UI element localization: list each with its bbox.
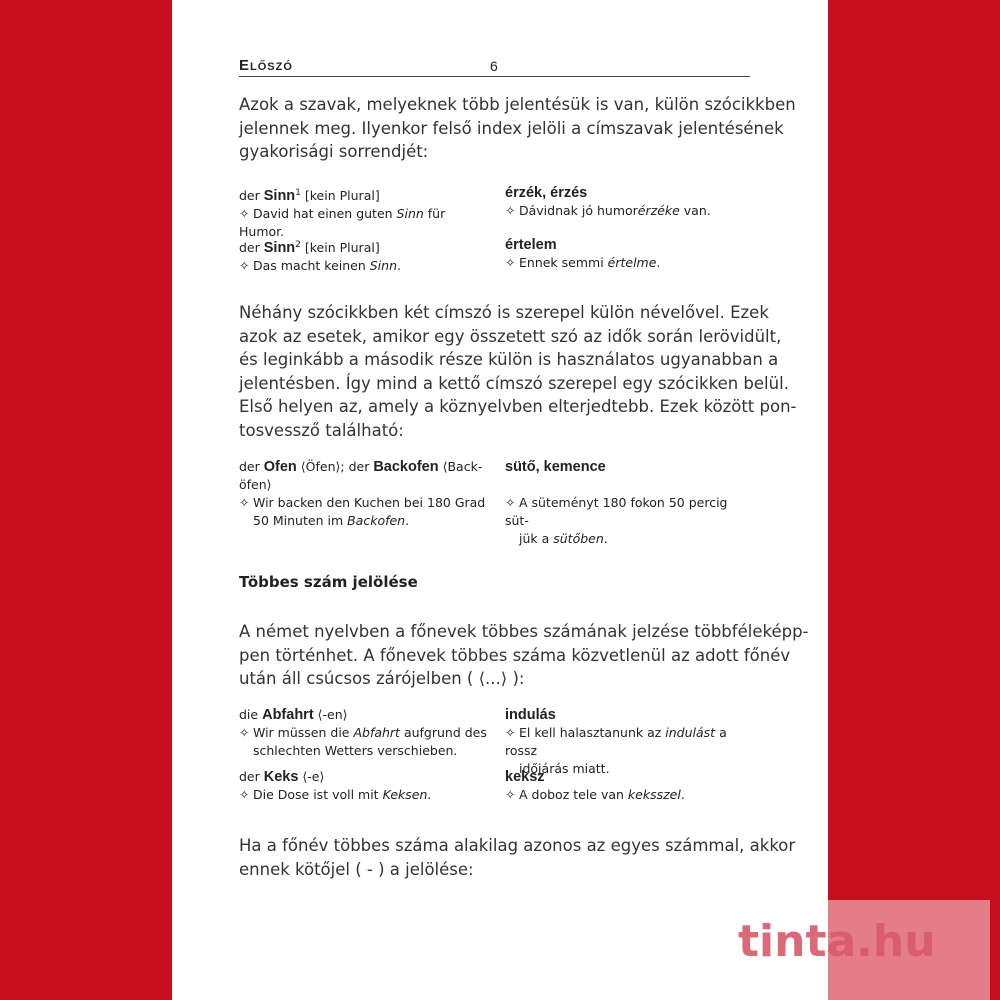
- translation-headword: értelem: [505, 237, 557, 253]
- example-text: Dávidnak jó humor: [519, 203, 638, 218]
- example-marker-icon: ✧: [505, 787, 516, 802]
- text-line: után áll csúcsos zárójelben ( ⟨...⟩ ):: [239, 669, 525, 688]
- section-heading: Többes szám jelölése: [239, 573, 418, 591]
- example-marker-icon: ✧: [239, 725, 250, 740]
- plural-form: ⟨-e⟩: [302, 769, 325, 784]
- example-marker-icon: ✧: [239, 495, 250, 510]
- book-page: [172, 0, 828, 1000]
- page-header: [239, 56, 750, 77]
- sense-index: 2: [295, 240, 301, 250]
- dict-entry-sinn2-hu: [505, 236, 755, 272]
- example-text: Wir backen den Kuchen bei 180 Grad: [253, 495, 486, 510]
- example: [239, 786, 494, 804]
- headword: Abfahrt: [262, 707, 314, 723]
- article: der: [239, 188, 260, 204]
- compound-paragraph: [239, 301, 797, 442]
- text-line: Ha a főnév többes száma alakilag azonos az egyes számmal, akkor: [239, 836, 796, 855]
- text-line: tosvessző található:: [239, 420, 404, 440]
- example-text: 50 Minuten im: [253, 513, 348, 528]
- example-highlight: érzéke: [637, 203, 680, 218]
- example-text: .: [405, 513, 410, 528]
- example-text: jük a: [519, 531, 554, 546]
- text-line: Néhány szócikkben két címszó is szerepel külön névelővel. Ezek: [239, 303, 769, 322]
- grammar-note: [kein Plural]: [304, 188, 380, 204]
- dict-entry-sinn2-de: [239, 236, 494, 275]
- article: der: [239, 769, 260, 784]
- example-marker-icon: ✧: [505, 203, 516, 218]
- example-highlight: keksszel: [627, 787, 681, 802]
- example-highlight: sütőben: [553, 531, 604, 546]
- headword: Sinn: [263, 188, 296, 205]
- example-text: A doboz tele van: [519, 787, 628, 802]
- pronunciation: ⟨Öfen⟩;: [300, 459, 345, 474]
- example-text: .: [656, 255, 661, 270]
- translation-headword: keksz: [505, 769, 545, 785]
- intro-paragraph: [239, 93, 796, 164]
- text-line: gyakorisági sorrendjét:: [239, 142, 429, 161]
- example-highlight: Abfahrt: [353, 725, 400, 740]
- example-highlight: Keksen: [382, 787, 428, 802]
- watermark-logo: tinta.hu: [738, 916, 936, 967]
- pronunciation: öfen⟩: [239, 477, 272, 492]
- headword: Backofen: [373, 459, 439, 475]
- dict-entry-sinn1-de: [239, 184, 494, 241]
- example-marker-icon: ✧: [505, 725, 516, 740]
- example-marker-icon: ✧: [239, 258, 250, 274]
- dict-entry-abfahrt-de: [239, 706, 494, 760]
- chapter-title: Előszó: [239, 57, 293, 74]
- article: der: [348, 459, 370, 474]
- example-text: Das macht keinen: [253, 258, 370, 274]
- example: [239, 494, 494, 530]
- dict-entry-ofen-de: [239, 458, 494, 530]
- headword: Ofen: [263, 459, 297, 475]
- text-line: pen történhet. A főnevek többes száma közvetlenül az adott főnév: [239, 645, 791, 665]
- dict-entry-keks-de: [239, 768, 494, 804]
- text-line: Azok a szavak, melyeknek több jelentésük is van, külön szócikkben: [239, 95, 796, 114]
- plural-paragraph: [239, 620, 809, 691]
- example: [239, 724, 494, 760]
- translation-headword: érzék, érzés: [505, 185, 588, 201]
- dict-entry-sinn1-hu: [505, 184, 755, 220]
- dict-entry-keks-hu: [505, 768, 755, 804]
- article: der: [239, 459, 260, 474]
- text-line: és leginkább a második része külön is használatos ugyanabban a: [239, 350, 779, 369]
- dict-entry-ofen-hu: [505, 458, 755, 548]
- sense-index: 1: [295, 188, 301, 198]
- headword: Keks: [263, 769, 299, 785]
- translation-headword: sütő, kemence: [505, 459, 606, 475]
- example-text: .: [680, 787, 685, 802]
- pronunciation: ⟨Back-: [442, 459, 483, 474]
- text-line: A német nyelvben a főnevek többes számának jelzése többféleképp-: [239, 622, 809, 641]
- headword: Sinn: [263, 240, 296, 257]
- example-translation: [505, 494, 755, 548]
- text-line: Első helyen az, amely a köznyelvben elterjedtebb. Ezek között pon-: [239, 397, 797, 416]
- example-highlight: értelme: [607, 255, 657, 270]
- example-highlight: Sinn: [369, 258, 398, 274]
- example-marker-icon: ✧: [239, 206, 250, 222]
- text-line: ennek kötőjel ( - ) a jelölése:: [239, 859, 474, 879]
- plural-form: ⟨-en⟩: [317, 707, 348, 722]
- example-highlight: Backofen: [347, 513, 406, 528]
- example-text: David hat einen guten: [253, 206, 397, 222]
- example-text: .: [603, 531, 608, 546]
- example-translation: [505, 254, 755, 272]
- example-highlight: indulást: [665, 725, 716, 740]
- example-text: El kell halasztanunk az: [519, 725, 666, 740]
- example-marker-icon: ✧: [505, 255, 516, 270]
- article: die: [239, 707, 259, 722]
- example-translation: [505, 202, 755, 220]
- example-text: .: [427, 787, 432, 802]
- text-line: jelennek meg. Ilyenkor felső index jelöli a címszavak jelentésének: [239, 118, 784, 138]
- example-text: a rossz: [505, 725, 727, 758]
- text-line: jelentésben. Így mind a kettő címszó szerepel egy szócikken belül.: [239, 373, 789, 393]
- page-number: 6: [490, 58, 498, 74]
- example-text: .: [397, 258, 401, 274]
- example-translation: [505, 786, 755, 804]
- example-text: Ennek semmi: [519, 255, 608, 270]
- example-text: Die Dose ist voll mit: [253, 787, 383, 802]
- example-highlight: Sinn: [396, 206, 424, 222]
- example-text: A süteményt 180 fokon 50 percig süt-: [505, 495, 728, 528]
- example-text: aufgrund des: [399, 725, 487, 740]
- example-marker-icon: ✧: [505, 495, 516, 510]
- grammar-note: [kein Plural]: [304, 240, 380, 256]
- example-text: für Humor.: [239, 206, 446, 240]
- translation-headword: indulás: [505, 707, 556, 723]
- example-text: időjárás miatt.: [519, 761, 610, 776]
- text-line: azok az esetek, amikor egy összetett szó az idők során lerövidült,: [239, 326, 782, 346]
- same-plural-paragraph: [239, 834, 796, 881]
- example: [239, 257, 494, 275]
- article: der: [239, 240, 260, 256]
- example-text: van.: [679, 203, 711, 218]
- example-marker-icon: ✧: [239, 787, 250, 802]
- example-text: Wir müssen die: [253, 725, 354, 740]
- example-text: schlechten Wetters verschieben.: [253, 743, 458, 758]
